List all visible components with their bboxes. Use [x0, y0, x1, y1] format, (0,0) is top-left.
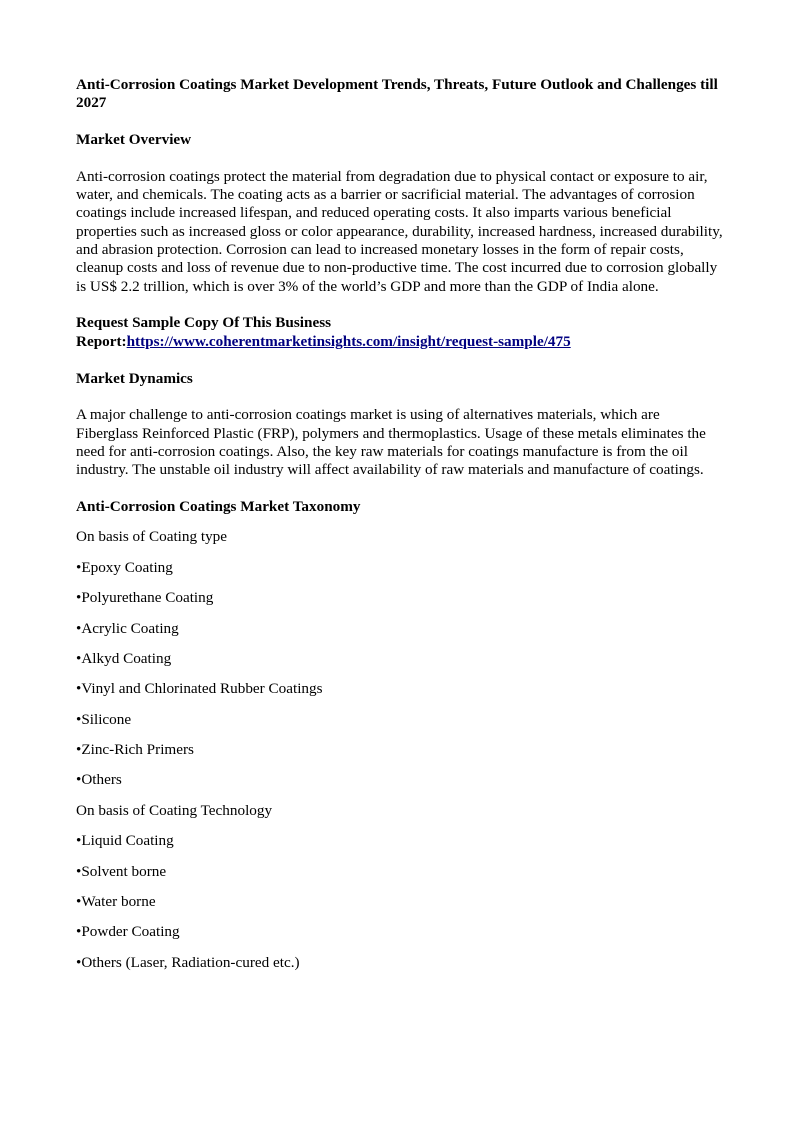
- request-sample-line: [76, 314, 724, 351]
- market-overview-heading: Market Overview: [76, 131, 192, 149]
- list-item: •Acrylic Coating: [76, 619, 179, 637]
- list-item: •Water borne: [76, 893, 156, 911]
- market-dynamics-heading: Market Dynamics: [76, 369, 193, 387]
- list-item: •Alkyd Coating: [76, 649, 172, 667]
- list-item: •Vinyl and Chlorinated Rubber Coatings: [76, 680, 323, 698]
- taxonomy-heading: Anti-Corrosion Coatings Market Taxonomy: [76, 498, 361, 516]
- list-item: •Solvent borne: [76, 862, 167, 880]
- list-item: •Polyurethane Coating: [76, 589, 214, 607]
- request-sample-label: Request Sample Copy Of This Business Report:: [76, 314, 332, 350]
- list-item: •Epoxy Coating: [76, 558, 173, 576]
- coating-type-label: On basis of Coating type: [76, 528, 228, 546]
- list-item: •Silicone: [76, 710, 132, 728]
- list-item: •Liquid Coating: [76, 832, 174, 850]
- list-item: •Powder Coating: [76, 923, 180, 941]
- coating-technology-label: On basis of Coating Technology: [76, 801, 273, 819]
- market-dynamics-text: A major challenge to anti-corrosion coatings market is using of alternatives materials, which are Fiberglass Reinforced Plastic (FRP), polymers and thermoplastics. Usage of these metals eliminates the need for anti-corrosion coatings. Also, the key raw materials for coatings manufacture is from the oil industry. The unstable oil industry will affect availability of raw materials and manufacture of coatings.: [76, 406, 706, 479]
- list-item: •Others (Laser, Radiation-cured etc.): [76, 953, 300, 971]
- list-item: •Others: [76, 771, 122, 789]
- request-sample-link[interactable]: https://www.coherentmarketinsights.com/insight/request-sample/475: [126, 332, 571, 350]
- list-item: •Zinc-Rich Primers: [76, 741, 194, 759]
- document-body: [76, 76, 724, 984]
- market-overview-text: Anti-corrosion coatings protect the material from degradation due to physical contact or exposure to air, water, and chemicals. The coating acts as a barrier or sacrificial material. The advantages of corrosion coatings include increased lifespan, and reduced operating costs. It also imparts various beneficial properties such as increased gloss or color appearance, durability, increased hardness, increased durability, and abrasion protection. Corrosion can lead to increased monetary losses in the form of repair costs, cleanup costs and loss of revenue due to non-productive time. The cost incurred due to corrosion globally is US$ 2.2 trillion, which is over 3% of the world’s GDP and more than the GDP of India alone.: [76, 167, 723, 295]
- document-title: Anti-Corrosion Coatings Market Development Trends, Threats, Future Outlook and Challenges till 2027: [76, 76, 718, 112]
